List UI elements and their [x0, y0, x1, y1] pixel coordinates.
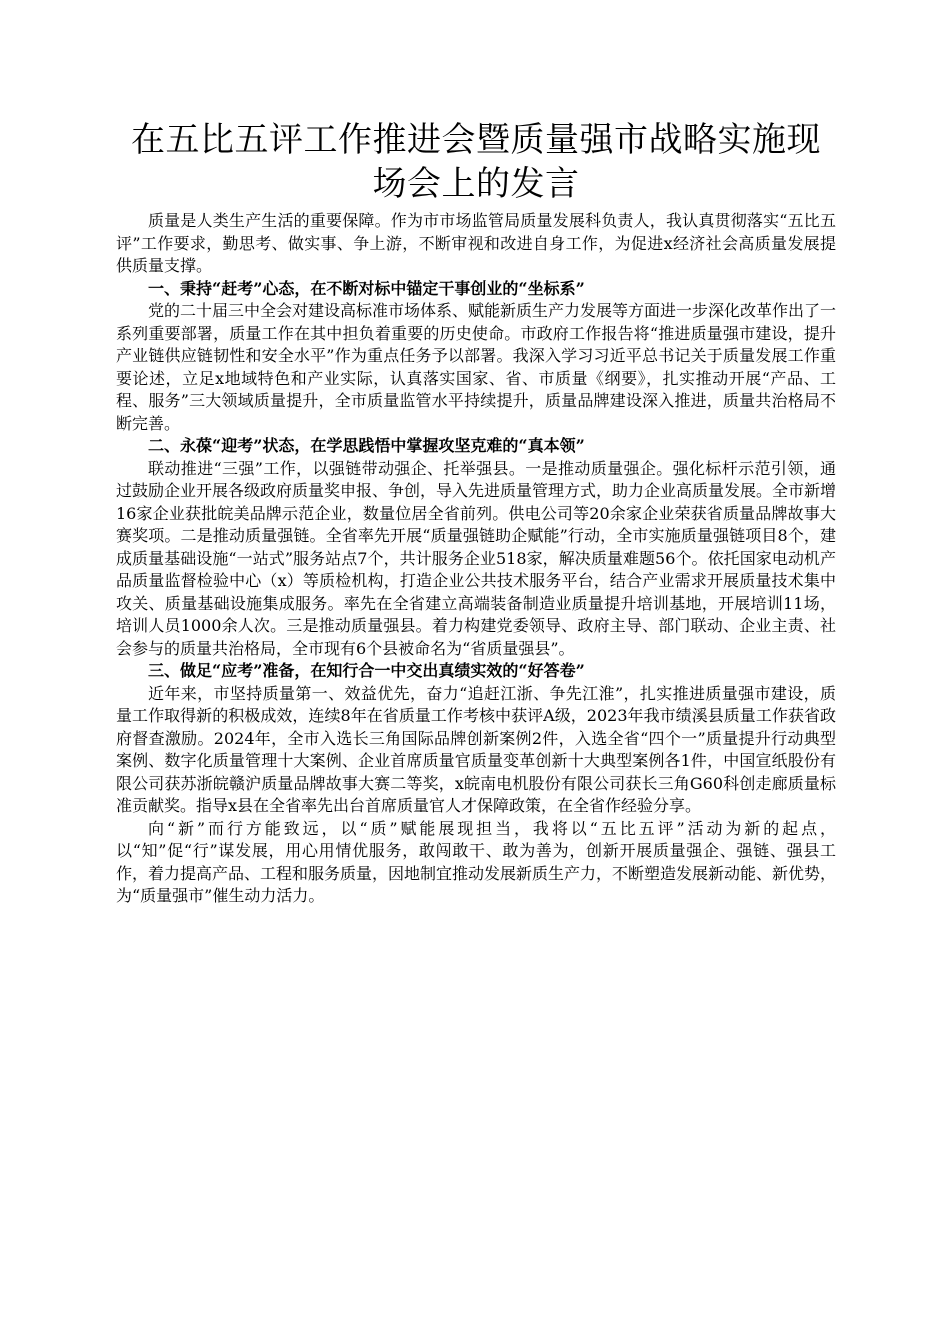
section-3-heading: 三、做足“应考”准备，在知行合一中交出真绩实效的“好答卷”	[148, 661, 585, 680]
closing-paragraph: 向“新”而行方能致远，以“质”赋能展现担当，我将以“五比五评”活动为新的起点，以“知”促“行”谋发展，用心用情优服务，敢闯敢干、敢为善为，创新开展质量强企、强链、强县工作，着力提高产品、工程和服务质量，因地制宜推动发展新质生产力，不断塑造发展新动能、新优势，为“质量强市”催生动力活力。	[116, 818, 837, 905]
section-1-body: 党的二十届三中全会对建设高标准市场体系、赋能新质生产力发展等方面进一步深化改革作出了一系列重要部署，质量工作在其中担负着重要的历史使命。市政府工作报告将“推进质量强市建设，提升产业链供应链韧性和安全水平”作为重点任务予以部署。我深入学习习近平总书记关于质量发展工作重要论述，立足x地域特色和产业实际，认真落实国家、省、市质量《纲要》，扎实推动开展“产品、工程、服务”三大领域质量提升，全市质量监管水平持续提升，质量品牌建设深入推进，质量共治格局不断完善。	[116, 301, 837, 433]
document-page	[116, 118, 836, 908]
document-title: 在五比五评工作推进会暨质量强市战略实施现场会上的发言	[131, 120, 821, 204]
section-2-heading: 二、永葆“迎考”状态，在学思践悟中掌握攻坚克难的“真本领”	[148, 436, 585, 455]
section-3-body: 近年来，市坚持质量第一、效益优先，奋力“追赶江浙、争先江淮”，扎实推进质量强市建设，质量工作取得新的积极成效，连续8年在省质量工作考核中获评A级，2023年我市绩溪县质量工作获省政府督查激励。2024年，全市入选长三角国际品牌创新案例2件，入选全省“四个一”质量提升行动典型案例、数字化质量管理十大案例、企业首席质量官质量变革创新十大典型案例各1件，中国宣纸股份有限公司获苏浙皖赣沪质量品牌故事大赛二等奖，x皖南电机股份有限公司获长三角G60科创走廊质量标准贡献奖。指导x县在全省率先出台首席质量官人才保障政策，在全省作经验分享。	[116, 683, 836, 815]
section-1-heading: 一、秉持“赶考”心态，在不断对标中锚定干事创业的“坐标系”	[148, 278, 585, 298]
section-2-body: 联动推进“三强”工作，以强链带动强企、托举强县。一是推动质量强企。强化标杆示范引领，通过鼓励企业开展各级政府质量奖申报、争创，导入先进质量管理方式，助力企业高质量发展。全市新增16家企业获批皖美品牌示范企业，数量位居全省前列。供电公司等20余家企业荣获省质量品牌故事大赛奖项。二是推动质量强链。全省率先开展“质量强链助企赋能”行动，全市实施质量强链项目8个，建成质量基础设施“一站式”服务站点7个，共计服务企业518家，解决质量难题56个。依托国家电动机产品质量监督检验中心（x）等质检机构，打造企业公共技术服务平台，结合产业需求开展质量技术集中攻关、质量基础设施集成服务。率先在全省建立高端装备制造业质量提升培训基地，开展培训11场，培训人员1000余人次。三是推动质量强县。着力构建党委领导、政府主导、部门联动、企业主责、社会参与的质量共治格局，全市现有6个县被命名为“省质量强县”。	[116, 458, 837, 658]
intro-paragraph: 质量是人类生产生活的重要保障。作为市市场监管局质量发展科负责人，我认真贯彻落实“五比五评”工作要求，勤思考、做实事、争上游，不断审视和改进自身工作，为促进x经济社会高质量发展提供质量支撑。	[116, 211, 836, 275]
